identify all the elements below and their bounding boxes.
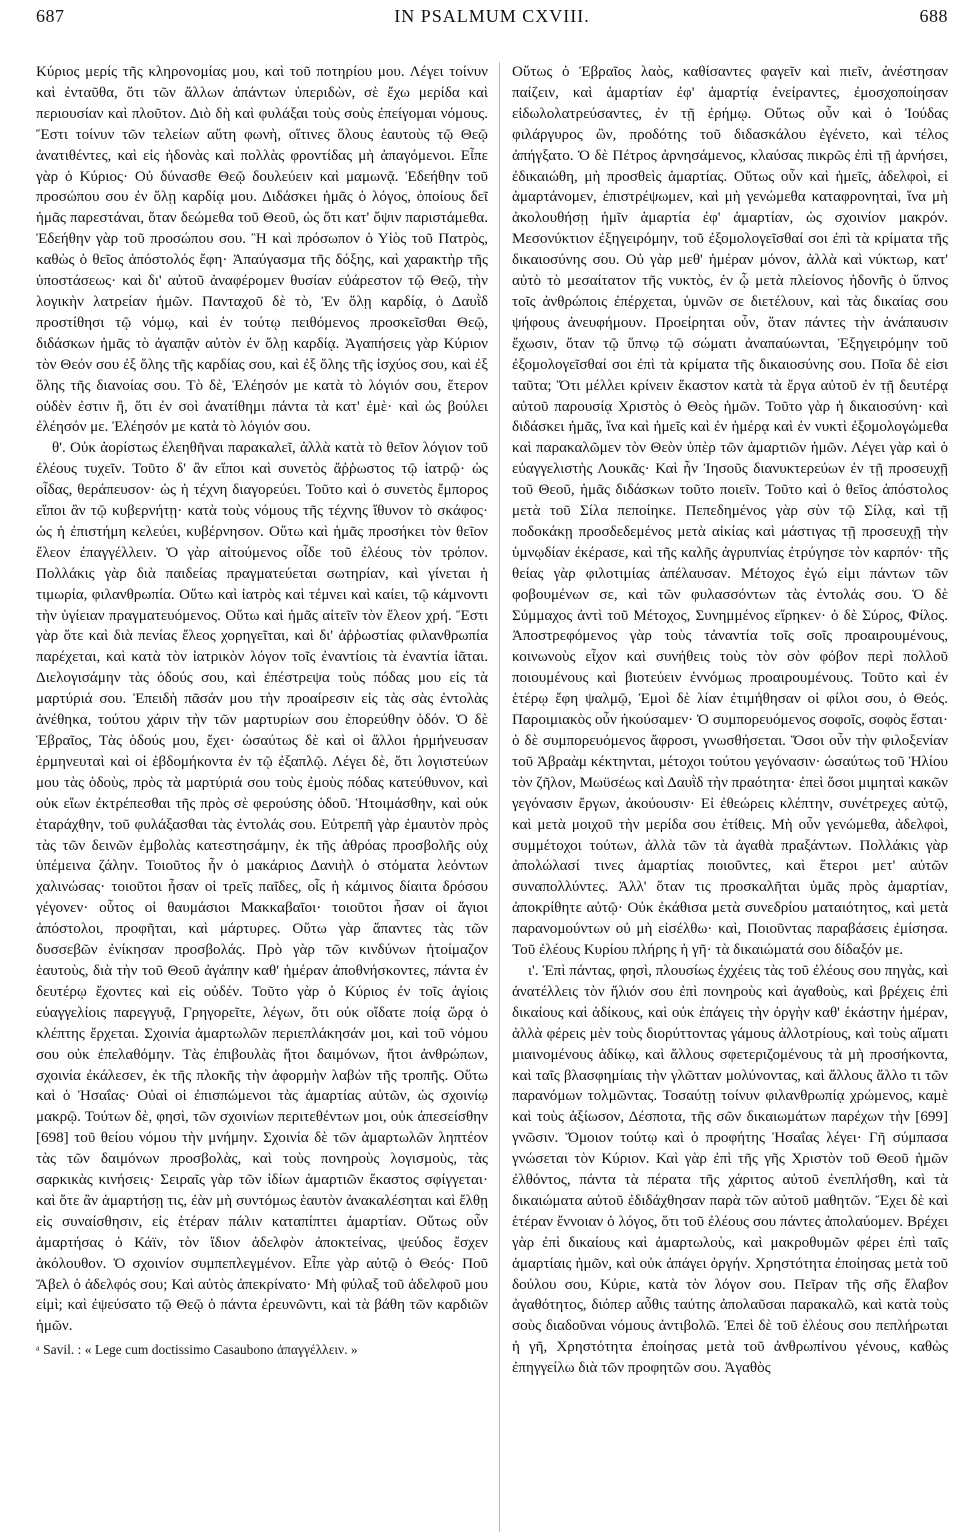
right-paragraph-1: Οὕτως ὁ Ἑβραῖος λαὸς, καθίσαντες φαγεῖν καὶ πιεῖν, ἀνέστησαν παίζειν, καὶ ἁμαρτίαν ἐφ' ἁμαρτίᾳ ἐνείραντες, ἐμοσχοποίησαν εἰδωλολατρεύσαντες, ἐν τῇ ἐρήμῳ. Οὕτως οὖν καὶ ὁ Ἰούδας φιλάργυρος ὢν, προδότης τοῦ διδασκάλου ἐγένετο, καὶ τέλος ἀπήγξατο. Ὁ δὲ Πέτρος ἀρνησάμενος, κλαύσας πικρῶς ἐπὶ τῇ ἀρνήσει, ἐδικαιώθη, μὴ προσθεὶς ἁμαρτίας. Οὕτως οὖν καὶ ἡμεῖς, ἀδελφοὶ, εἰ ἁμαρτάνομεν, ἐπιστρέψωμεν, καὶ μὴ γενώμεθα καταφρονηταὶ, ἵνα μὴ ἀκολουθήσῃ ἡμῖν ἁμαρτία ἐφ' ἁμαρτίαν, ὡς σχοινίον μακρόν. Μεσονύκτιον ἐξηγειρόμην, τοῦ ἐξομολογεῖσθαί σοι ἐπὶ τὰ κρίματα τῆς δικαιοσύνης σου. Οὐ γὰρ μεθ' ἡμέραν μόνον, ἀλλὰ καὶ νύκτωρ, κατ' αὐτὸ τὸ μεσαίτατον τῆς νυκτὸς, ἐν ᾧ μετὰ πλείονος ἡδονῆς ὁ ὕπνος τοῖς ἀνθρώποις ἐπέρχεται, ὑμνῶν σε διετέλουν, καὶ τὰς δικαίας σου ψήφους ἀνευφήμουν. Προείρηται οὖν, ὅταν πάντες τὴν ἀνάπαυσιν ἔχωσιν, ὅταν τῷ ὕπνῳ τῷ σώματι ἀναπαύωνται, Ἐξηγειρόμην τοῦ ἐξομολογεῖσθαί σοι ἐπὶ τὰ κρίματα τῆς δικαιοσύνης σου. Ποῖα δὲ εἰσι ταῦτα; Ὅτι μέλλει κρίνειν ἕκαστον κατὰ τὰ ἔργα αὐτοῦ ἐν τῇ δευτέρᾳ αὐτοῦ παρουσίᾳ Χριστὸς ὁ Θεὸς ἡμῶν. Τοῦτο γὰρ ἡ δικαιοσύνη· καὶ διδάσκει ἡμᾶς, ἵνα καὶ ἡμεῖς καὶ ἐν ἡμέρᾳ καὶ ἐν νυκτὶ ἐξομολογώμεθα καὶ παρακαλῶμεν τὸν Θεὸν ὑπὲρ τῶν ἁμαρτιῶν ἡμῶν. Λέγει γὰρ καὶ ὁ εὐαγγελιστὴς Λουκᾶς· Καὶ ἦν Ἰησοῦς διανυκτερεύων ἐν τῇ προσευχῇ τοῦ Θεοῦ, ἡμᾶς διδάσκων τοῦτο ποιεῖν. Τοῦτο καὶ ὁ θεῖος ἀπόστολος μετὰ τοῦ Σίλα πεποίηκε. Πεπεδημένος γὰρ σὺν τῷ Σίλᾳ, καὶ τῇ ποδοκάκῃ προσδεδεμένος μετὰ αἰκίας καὶ μάστιγας τῇ προσευχῇ τὴν ὑμνῳδίαν ἐκέρασε, καὶ τῆς καλῆς ἀγρυπνίας ἐτρύγησε τὸν καρπόν· τῆς θείας γὰρ φιλοτιμίας ἀπέλαυσαν. Μέτοχος ἐγώ εἰμι πάντων τῶν φοβουμένων σε, καὶ τῶν φυλασσόντων τὰς ἐντολάς σου. Ὁ δὲ Σύμμαχος ἀντὶ τοῦ Μέτοχος, Συνημμένος εἴρηκεν· ὁ δὲ Σύρος, Φίλος. Ἀποστρεφόμενος γὰρ τοὺς τἀναντία τοῖς σοῖς προαιρουμένους, κοινωνοὺς εἶχον καὶ συνήθεις τοὺς τὸν σὸν φόβον περὶ πολλοῦ ποιουμένους καὶ βιοτεύειν ἐννόμως προαιρουμένους. Τοῦτο καὶ ἐν ἑτέρῳ ἔφη ψαλμῷ, Ἐμοὶ δὲ λίαν ἐτιμήθησαν οἱ φίλοι σου, ὁ Θεός. Παροιμιακὸς οὖν ἠκούσαμεν· Ὁ συμπορευόμενος σοφοῖς, σοφὸς ἔσται· ὁ δὲ συμπορευόμενος ἄφροσι, γνωσθήσεται. Ὅσοι οὖν τὴν φιλοξενίαν τοῦ Ἀβραὰμ κέκτηνται, μέτοχοι τούτου γεγόνασιν· ὡσαύτως τοῦ Ἠλίου τὸν ζῆλον, Μωϋσέως καὶ Δαυῒδ τὴν πραότητα· ἐπεὶ ὅσοι μιμηταὶ κακῶν γεγόνασιν ἔργων, ἀκούουσιν· Εἰ ἐθεώρεις κλέπτην, συνέτρεχες αὐτῷ, καὶ μετὰ μοιχοῦ τὴν μερίδα σου ἐτίθεις. Μὴ οὖν γενώμεθα, ἀδελφοὶ, συμμέτοχοι τούτων, ἀλλὰ τῶν τὰ ἀγαθὰ πραξάντων. Πολλάκις γὰρ ἀπολώλασί τινες ἁμαρτίας ποιοῦντες, καὶ ἕτεροι μετ' αὐτῶν συναπολλύντες. Ἀλλ' ὅταν τις προσκαλῆται ὑμᾶς πρὸς ἁμαρτίαν, ἀποκρίθητε αὐτῷ· Οὐκ ἐκάθισα μετὰ συνεδρίου ματαιότητος, καὶ μετὰ παρανομούντων οὐ μὴ εἰσέλθω· καὶ, Ποιοῦντας παραβάσεις ἐμίσησα. Τοῦ ἐλέους Κυρίου πλήρης ἡ γῆ· τὰ δικαιώματά σου δίδαξόν με. [512, 64, 948, 959]
left-paragraph-2: θ'. Οὐκ ἀορίστως ἐλεηθῆναι παρακαλεῖ, ἀλλὰ κατὰ τὸ θεῖον λόγιον τοῦ ἐλέους τυχεῖν. Τοῦτο δ' ἂν εἴποι καὶ συνετὸς ἄῤῥωστος τῷ ἰατρῷ· ὡς οἶδας, θεράπευσον· ὡς ἡ τέχνη διαγορεύει. Τοῦτο καὶ ὁ συνετὸς ἔμπορος εἴποι ἂν τῷ κυβερνήτῃ· κατὰ τοὺς νόμους τῆς τέχνης ἴθυνον τὸ σκάφος· ὡς ἡ ἐπιστήμη κελεύει, κυβέρνησον. Οὕτω καὶ ἡμᾶς προσήκει τὸν θεῖον ἔλεον ἐπαγγέλλειν. Ὁ γὰρ αἰτούμενος οἶδε τοῦ ἐλέους τὸν τρόπον. Πολλάκις γὰρ διὰ παιδείας πραγματεύεται σωτηρίαν, καὶ γίνεται ἡ τιμωρία, φιλανθρωπία. Οὕτω καὶ ἰατρὸς καὶ τέμνει καὶ καίει, τῷ κάμνοντι τὴν ὑγίειαν πραγματευόμενος. Οὕτω καὶ ἡμᾶς αἰτεῖν τὸν ἔλεον χρή. Ἔστι γὰρ ὅτε καὶ διὰ πενίας ἔλεος χορηγεῖται, καὶ δι' ἀῤῥωστίας φιλανθρωπία παρέχεται, καὶ κατὰ τὸν ἰατρικὸν λόγον τοῖς ἐναντίοις τὰ ἐναντία ἰᾶται. Διελογισάμην τὰς ὁδούς σου, καὶ ἐπέστρεψα τοὺς πόδας μου εἰς τὰ μαρτύριά σου. Ἐπειδὴ πᾶσάν μου τὴν προαίρεσιν εἰς τὰς σὰς ἐντολὰς ἀνέθηκα, τούτου χάριν τὴν τῶν μαρτυρίων σου ἐπορεύθην ὁδόν. Ὁ δὲ Ἑβραῖος, Τὰς ὁδούς μου, ἔχει· ὡσαύτως δὲ καὶ οἱ ἄλλοι ἡρμήνευσαν ἑρμηνευταὶ καὶ οἱ ἑβδομήκοντα ἐν τῷ ἐξαπλῷ. Λέγει δὲ, ὅτι λογιστεύων μου τὰς ὁδοὺς, πρὸς τὰ μαρτύριά σου τοὺς ἐμοὺς πόδας κατεύθυνον, καὶ οὐκ εἴων ἐκτρέπεσθαι τῆς πρὸς σὲ φερούσης ὁδοῦ. Ἡτοιμάσθην, καὶ οὐκ ἐταράχθην, τοῦ φυλάξασθαι τὰς ἐντολάς σου. Εὐτρεπῆ γὰρ ἐμαυτὸν πρὸς τὰς τῶν δεινῶν ἐμβολὰς κατεστησάμην, ἐκ τῆς ἀθρόας προσβολῆς οὐχ ὑπέμεινα ζάλην. Τοιοῦτος ἦν ὁ μακάριος Δανιὴλ ὁ στόματα λεόντων χαλινώσας· τοιοῦτοι ἦσαν οἱ τρεῖς παῖδες, οἷς ἡ κάμινος δίαιτα δρόσου γέγονεν· οὗτος οἱ θαυμάσιοι Μακκαβαῖοι· τοιοῦτοι ἦσαν οἱ ἅγιοι ἀπόστολοι, προφῆται, καὶ μάρτυρες. Οὕτω γὰρ ἅπαντες τὰς τῶν δυσσεβῶν ἐνίκησαν προσβολάς. Πρὸ γὰρ τῶν κινδύνων ἡτοίμαζον ἑαυτοὺς, διὰ τὴν τοῦ Θεοῦ ἀγάπην καθ' ἡμέραν ἀποθνήσκοντες, πάντα ἐν δευτέρῳ ἔχοντες καὶ εἰς οὐδέν. Τοῦτο γὰρ ὁ Κύριος ἐν τοῖς ἁγίοις εὐαγγελίοις παρεγγυᾷ, Γρηγορεῖτε, λέγων, ὅτι οὐκ οἴδατε ποίᾳ ὥρᾳ ὁ κλέπτης ἔρχεται. Σχοινία ἁμαρτωλῶν περιεπλάκησάν μοι, καὶ τοῦ νόμου σου οὐκ ἐπελαθόμην. Τὰς ἐπιβουλὰς ἤτοι δαιμόνων, ἤτοι ἀνθρώπων, σχοινία ἐκάλεσεν, ἐκ τῆς πλοκῆς τὴν ἀφορμὴν λαβὼν τῆς τροπῆς. Οὕτω καὶ ὁ Ἠσαΐας· Οὐαὶ οἱ ἐπισπώμενοι τὰς ἁμαρτίας αὐτῶν, ὡς σχοινίῳ μακρῷ. Τούτων δὲ, φησὶ, τῶν σχοινίων περιτεθέντων μοι, οὐκ ἀπεσείσθην [698] τοῦ θείου νόμου τὴν μνήμην. Σχοινία δὲ τῶν ἁμαρτωλῶν ληπτέον τὰς τῶν δαιμόνων προσβολὰς, καὶ τοὺς πονηροὺς λογισμοὺς, τὰς σαρκικὰς κινήσεις· Σειραῖς γὰρ τῶν ἰδίων ἁμαρτιῶν ἕκαστος σφίγγεται· καὶ ὅτε ἂν ἁμαρτήσῃ τις, ἐὰν μὴ συντόμως ἑαυτὸν ἀνακαλέσηται καὶ ἔλθῃ εἰς συναίσθησιν, εἰς ἑτέραν πάλιν καταπίπτει ἁμαρτίαν. Οὕτως οὖν ἁμαρτήσας ὁ Κάϊν, τὸν ἴδιον ἀδελφὸν ἀποκτείνας, ψεύδος ἔσχεν ἀκόλουθον. Ὁ σχοινίον συμπεπλεγμένον. Εἶπε γὰρ αὐτῷ ὁ Θεός· Ποῦ Ἄβελ ὁ ἀδελφός σου; Καὶ αὐτὸς ἀπεκρίνατο· Μὴ φύλαξ τοῦ ἀδελφοῦ μου εἰμὶ; καὶ ἐψεύσατο τῷ Θεῷ ὁ πάντα ἐρευνῶντι, καὶ τὰ βάθη τῶν καρδιῶν ἡμῶν. [36, 440, 488, 1335]
running-title: IN PSALMUM CXVIII. [394, 6, 590, 26]
right-paragraph-2: ι'. Ἐπὶ πάντας, φησὶ, πλουσίως ἐχχέεις τὰς τοῦ ἐλέους σου πηγὰς, καὶ ἀνατέλλεις τὸν ἥλιόν σου ἐπὶ πονηροὺς καὶ ἀγαθοὺς, καὶ βρέχεις ἐπὶ δικαίους καὶ ἀδίκους, καὶ οὐκ ἐπάγεις τὴν ὀργὴν καθ' ἑκάστην ἡμέραν, ἀλλὰ φέρεις μὲν τοὺς διορύττοντας γάμους ἀλλοτρίους, καὶ τοὺς αἵματι μιαινομένους ἀδίκῳ, καὶ ἄλλους σφετεριζομένους τὰ μὴ προσήκοντα, καὶ ταῖς βλασφημίαις τὴν γλῶτταν μολύνοντας, καὶ ἄλλους ἄλλο τι τῶν παρανόμων τολμῶντας. Τοσαύτῃ τοίνυν φιλανθρωπίᾳ χρώμενος, καμὲ καὶ τοὺς ἀξίωσον, Δέσποτα, τῆς σῶν δικαιωμάτων παρέχων τὴν [699] γνῶσιν. Ὅμοιον τούτῳ καὶ ὁ προφήτης Ἠσαΐας λέγει· Γῆ σύμπασα γνώσεται τὸν Κύριον. Καὶ γὰρ ἐπὶ τῆς γῆς Χριστὸν τοῦ Θεοῦ ἡμῶν ἐλθόντος, πάντα τὰ πέρατα τῆς χάριτος αὐτοῦ ἐνεπλήσθη, καὶ τὰ δικαιώματα αὐτοῦ ἐδιδάχθησαν παρὰ τῶν αὐτοῦ μαθητῶν. Ἔχει δὲ καὶ ἑτέραν ἔννοιαν ὁ λόγος, ὅτι τοῦ ἐλέους σου πάντες ἀπολαύομεν. Βρέχει γὰρ ἐπὶ δικαίους καὶ ἁμαρτωλοὺς, καὶ μακροθυμῶν φέρει ἐπὶ ταῖς ἁμαρτίαις ἡμῶν, καὶ οὐκ ἀπάγει ὀργήν. Χρηστότητα ἐποίησας μετὰ τοῦ δούλου σου, Κύριε, κατὰ τὸν λόγον σου. Πεῖραν τῆς σῆς ἔλαβον ἀγαθότητος, διόπερ αὖθις ταύτης ἀπολαῦσαι παρακαλῶ, καὶ κατὰ τοὺς σοὺς διαδοῦναι νόμους ἀντιβολῶ. Ἐπεὶ δὲ τοῦ ἐλέους σου πεπλήρωται ἡ γῆ, Χρηστότητα ἐποίησας μετὰ τοῦ ἀνθρωπίνου γένους, καθὼς ἐπηγγείλω διὰ τῶν προφητῶν σου. Ἀγαθὸς [512, 962, 948, 1377]
running-header [36, 6, 948, 36]
footnote: ᵃ Savil. : « Lege cum doctissimo Casaubono ἀπαγγέλλειν. » [36, 1342, 358, 1358]
page-number-right: 688 [919, 6, 948, 26]
right-column [512, 62, 948, 1532]
column-divider [499, 62, 500, 1532]
left-column [36, 62, 488, 1532]
left-paragraph-1: Κύριος μερίς τῆς κληρονομίας μου, καὶ τοῦ ποτηρίου μου. Λέγει τοίνυν καὶ ἐνταῦθα, ὅτι τῶν ἄλλων ἁπάντων ὑπεριδὼν, σὲ ἔχω μερίδα καὶ περιουσίαν καὶ πλοῦτον. Διὸ δὴ καὶ φυλάξαι τοὺς σοὺς ἐπείγομαι νόμους. Ἔστι τοίνυν τῶν τελείων αὕτη φωνὴ, οἵτινες ὅλους ἑαυτοὺς τῷ Θεῷ ἀνατιθέντες, καὶ εἰς ἡδονὰς καὶ πολλὰς φροντίδας μὴ ἀπαγόμενοι. Εἶπε γὰρ ὁ Κύριος· Οὐ δύνασθε Θεῷ δουλεύειν καὶ μαμωνᾷ. Ἐδεήθην τοῦ προσώπου σου ἐν ὅλῃ καρδίᾳ μου. Διδάσκει ἡμᾶς ὁ λόγος, ὁποίους δεῖ ἡμᾶς παρεστάναι, ὅταν δεώμεθα τοῦ Θεοῦ, ὡς ὅτι κατ' ὄψιν παριστάμεθα. Ἐδεήθην γὰρ τοῦ προσώπου σου. Ἢ καὶ πρόσωπον ὁ Υἱὸς τοῦ Πατρὸς, καθὼς ὁ θεῖος ἀπόστολός ἔφη· Ἀπαύγασμα τῆς δόξης, καὶ χαρακτὴρ τῆς ὑποστάσεως· καὶ δι' αὐτοῦ ἀναφέρομεν θυσίαν εὐάρεστον τῷ Θεῷ, τὴν λογικὴν λατρείαν ἡμῶν. Πανταχοῦ δὲ τὸ, Ἐν ὅλῃ καρδίᾳ, ὁ Δαυῒδ προστίθησι τῷ νόμῳ, καὶ ἐν τούτῳ πειθόμενος προσκεῖσθαι Θεῷ, διδάσκων ἡμᾶς τὸ ἀγαπᾷν αὐτὸν ἐν ὅλῃ καρδίᾳ. Ἀγαπήσεις γὰρ Κύριον τὸν Θεόν σου ἐξ ὅλης τῆς καρδίας σου, καὶ ἐξ ὅλης τῆς ἰσχύος σου, καὶ ἐξ ὅλης τῆς διανοίας σου. Τὸ δὲ, Ἐλέησόν με κατὰ τὸ λόγιόν σου, ἕτερον οὐδὲν ἐστιν ἢ, ὅτι ἐν σοὶ ἀνατίθημι πάντα τὰ κατ' ἐμὲ· καὶ ὡς βούλει ἐλέησόν με. Ἐλέησόν με κατὰ τὸ λόγιόν σου. [36, 64, 488, 436]
page-number-left: 687 [36, 6, 65, 26]
